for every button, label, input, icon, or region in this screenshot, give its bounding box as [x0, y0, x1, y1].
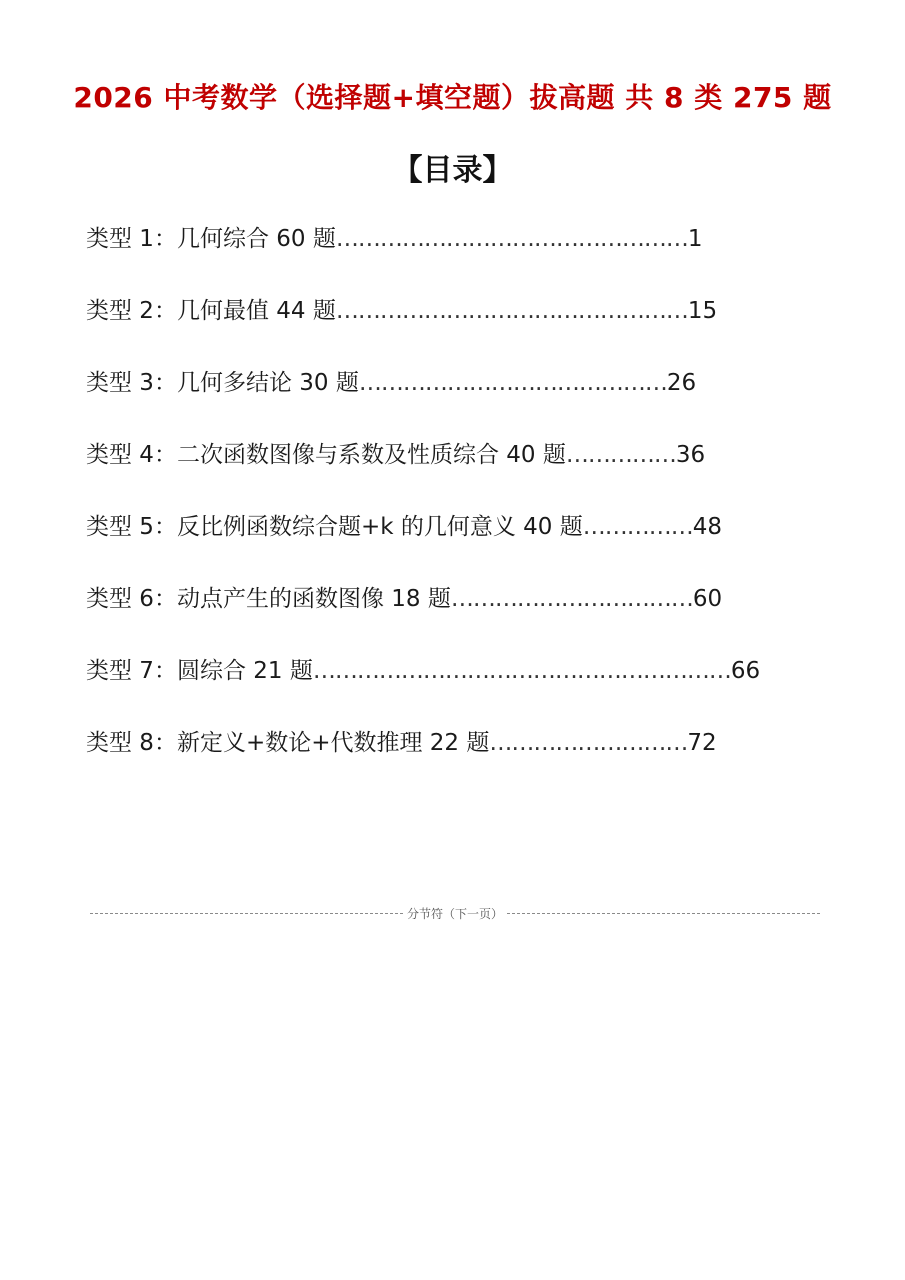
- toc-leader-dots: ……………………………: [450, 586, 693, 612]
- toc-entry-text: 类型 7：圆综合 21 题: [86, 658, 313, 684]
- toc-entry-3: [86, 366, 826, 438]
- toc-heading: 【目录】: [392, 153, 513, 188]
- toc-entry-2: [86, 294, 826, 366]
- toc-page-number: 60: [692, 586, 723, 612]
- toc-leader-dots: …………………………………………………: [312, 658, 731, 684]
- toc-entry-1: [86, 222, 826, 294]
- toc-page-number: 15: [687, 298, 718, 324]
- section-break-label: 分节符（下一页）: [407, 906, 504, 921]
- toc-entry-7: [86, 654, 826, 726]
- section-break-line-right: [507, 913, 820, 914]
- toc-page-number: 72: [687, 730, 717, 756]
- toc-entry-text: 类型 4：二次函数图像与系数及性质综合 40 题: [86, 442, 566, 468]
- toc-entry-text: 类型 2：几何最值 44 题: [86, 298, 336, 324]
- section-break: [90, 903, 820, 923]
- toc-leader-dots: ………………………: [489, 730, 688, 756]
- toc-leader-dots: ……………………………………: [358, 370, 667, 396]
- toc-leader-dots: …………………………………………: [335, 226, 688, 252]
- toc-leader-dots: ……………: [565, 442, 676, 468]
- toc-entry-6: [86, 582, 826, 654]
- toc-entry-8: [86, 726, 826, 798]
- toc-entry-text: 类型 5：反比例函数综合题+k 的几何意义 40 题: [86, 514, 583, 540]
- toc-page-number: 36: [675, 442, 706, 468]
- toc-entry-text: 类型 8：新定义+数论+代数推理 22 题: [86, 730, 490, 756]
- table-of-contents: [86, 222, 826, 798]
- document-title: 2026 中考数学（选择题+填空题）拔高题 共 8 类 275 题: [73, 81, 832, 114]
- toc-entry-text: 类型 6：动点产生的函数图像 18 题: [86, 586, 451, 612]
- section-break-line-left: [90, 913, 403, 914]
- toc-page-number: 26: [666, 370, 697, 396]
- toc-leader-dots: …………………………………………: [335, 298, 688, 324]
- toc-leader-dots: ……………: [582, 514, 693, 540]
- toc-entry-4: [86, 438, 826, 510]
- toc-page-number: 1: [687, 226, 703, 252]
- toc-entry-text: 类型 3：几何多结论 30 题: [86, 370, 359, 396]
- toc-page-number: 66: [730, 658, 761, 684]
- toc-entry-5: [86, 510, 826, 582]
- toc-page-number: 48: [692, 514, 723, 540]
- toc-entry-text: 类型 1：几何综合 60 题: [86, 226, 336, 252]
